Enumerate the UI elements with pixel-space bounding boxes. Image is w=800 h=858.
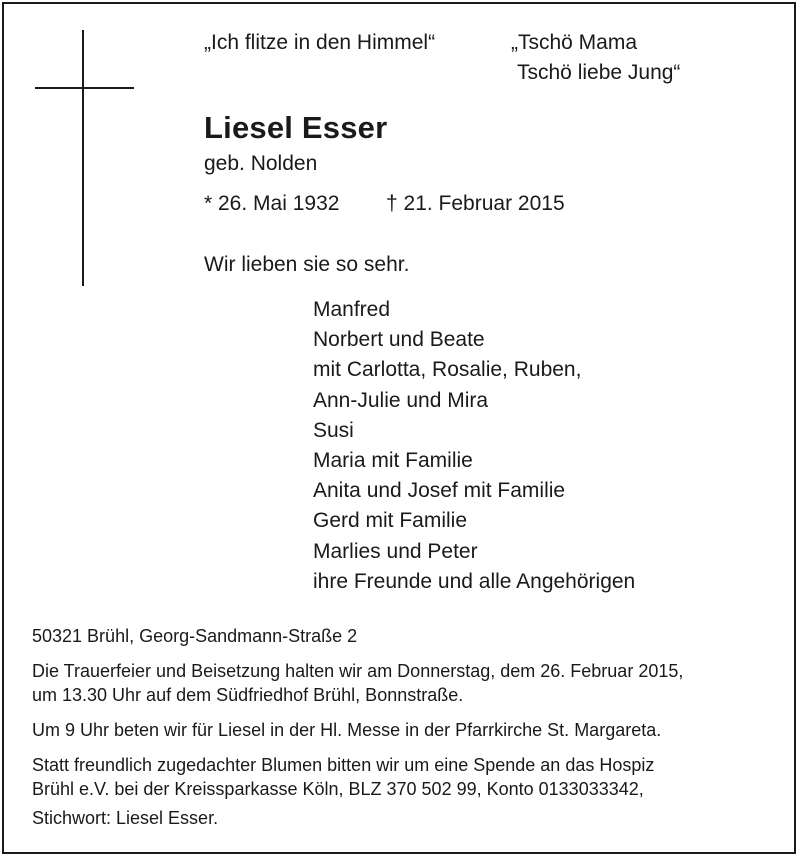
mourner-item: Marlies und Peter xyxy=(313,539,478,563)
mourner-item: Anita und Josef mit Familie xyxy=(313,479,566,503)
mourner-item: Gerd mit Familie xyxy=(313,509,468,533)
mourner-item: Susi xyxy=(313,418,354,442)
mass-notice: Um 9 Uhr beten wir für Liesel in der Hl. Messe in der Pfarrkirche St. Margareta. xyxy=(32,720,662,740)
address-line: 50321 Brühl, Georg-Sandmann-Straße 2 xyxy=(32,626,358,646)
death-date: † 21. Februar 2015 xyxy=(386,192,565,215)
donation-notice-line1: Statt freundlich zugedachter Blumen bitten wir um eine Spende an das Hospiz xyxy=(32,755,655,775)
quote-right-line2: Tschö liebe Jung“ xyxy=(517,61,681,84)
tribute-line: Wir lieben sie so sehr. xyxy=(204,253,410,276)
donation-notice-line3: Stichwort: Liesel Esser. xyxy=(32,808,219,828)
cross-vertical-bar xyxy=(82,30,84,286)
mourner-item: Ann-Julie und Mira xyxy=(313,388,489,412)
mourner-item: ihre Freunde und alle Angehörigen xyxy=(313,569,636,593)
mourners-list xyxy=(313,295,635,597)
mourner-item: Norbert und Beate xyxy=(313,328,485,352)
birth-date: * 26. Mai 1932 xyxy=(204,192,340,215)
donation-notice-line2: Brühl e.V. bei der Kreissparkasse Köln, BLZ 370 502 99, Konto 0133033342, xyxy=(32,779,644,799)
quote-left: „Ich flitze in den Himmel“ xyxy=(204,31,436,54)
mourner-item: Maria mit Familie xyxy=(313,449,473,473)
mourner-item: Manfred xyxy=(313,298,391,321)
birth-name: geb. Nolden xyxy=(204,152,318,175)
cross-horizontal-bar xyxy=(35,87,134,89)
mourner-item: mit Carlotta, Rosalie, Ruben, xyxy=(313,358,582,382)
funeral-notice-line2: um 13.30 Uhr auf dem Südfriedhof Brühl, Bonnstraße. xyxy=(32,685,464,705)
deceased-name: Liesel Esser xyxy=(204,110,388,145)
funeral-notice-line1: Die Trauerfeier und Beisetzung halten wir am Donnerstag, dem 26. Februar 2015, xyxy=(32,661,684,681)
quote-right-line1: „Tschö Mama xyxy=(511,31,638,54)
